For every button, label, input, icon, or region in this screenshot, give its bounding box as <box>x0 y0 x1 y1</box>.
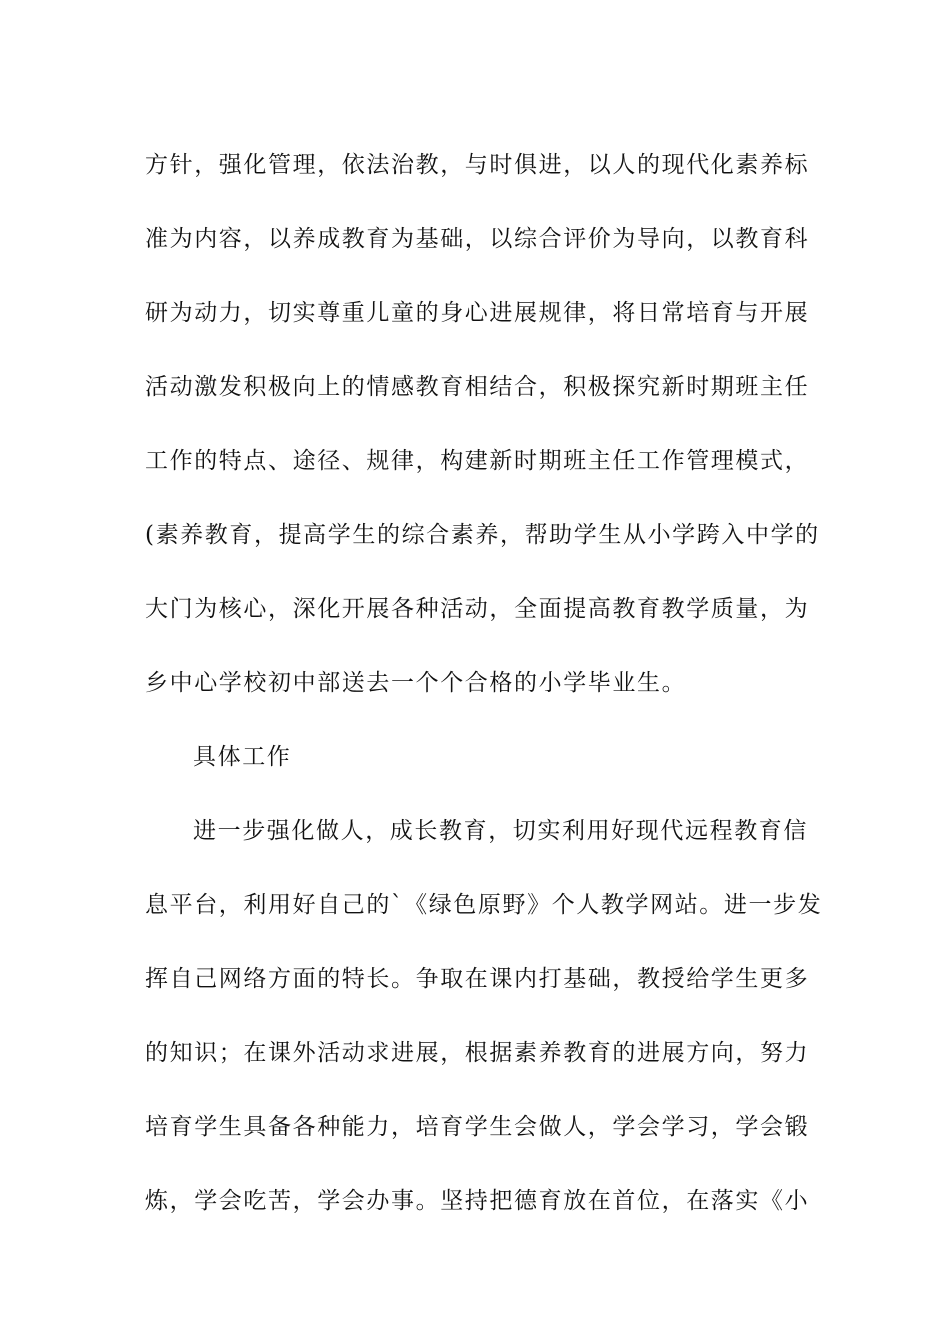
text-line: 方针，强化管理，依法治教，与时俱进，以人的现代化素养标 <box>145 152 810 178</box>
text-line: 准为内容，以养成教育为基础，以综合评价为导向，以教育科 <box>145 226 810 252</box>
text-line: 培育学生具备各种能力，培育学生会做人，学会学习，学会锻 <box>145 1114 810 1140</box>
text-line: 活动激发积极向上的情感教育相结合，积极探究新时期班主任 <box>145 374 810 400</box>
text-line: 工作的特点、途径、规律，构建新时期班主任工作管理模式， <box>145 448 810 474</box>
text-line: 的知识；在课外活动求进展，根据素养教育的进展方向，努力 <box>145 1040 810 1066</box>
text-line: 息平台，利用好自己的`《绿色原野》个人教学网站。进一步发 <box>145 892 823 918</box>
text-line: (素养教育，提高学生的综合素养，帮助学生从小学跨入中学的 <box>145 522 820 548</box>
text-line: 研为动力，切实尊重儿童的身心进展规律，将日常培育与开展 <box>145 300 810 326</box>
text-line: 进一步强化做人，成长教育，切实利用好现代远程教育信 <box>193 818 808 844</box>
document-body <box>145 128 823 1238</box>
text-line: 乡中心学校初中部送去一个个合格的小学毕业生。 <box>145 670 687 696</box>
text-line: 大门为核心，深化开展各种活动，全面提高教育教学质量，为 <box>145 596 810 622</box>
text-line: 挥自己网络方面的特长。争取在课内打基础，教授给学生更多 <box>145 966 810 992</box>
text-line: 炼，学会吃苦，学会办事。坚持把德育放在首位，在落实《小 <box>145 1188 810 1214</box>
text-line: 具体工作 <box>193 744 292 770</box>
